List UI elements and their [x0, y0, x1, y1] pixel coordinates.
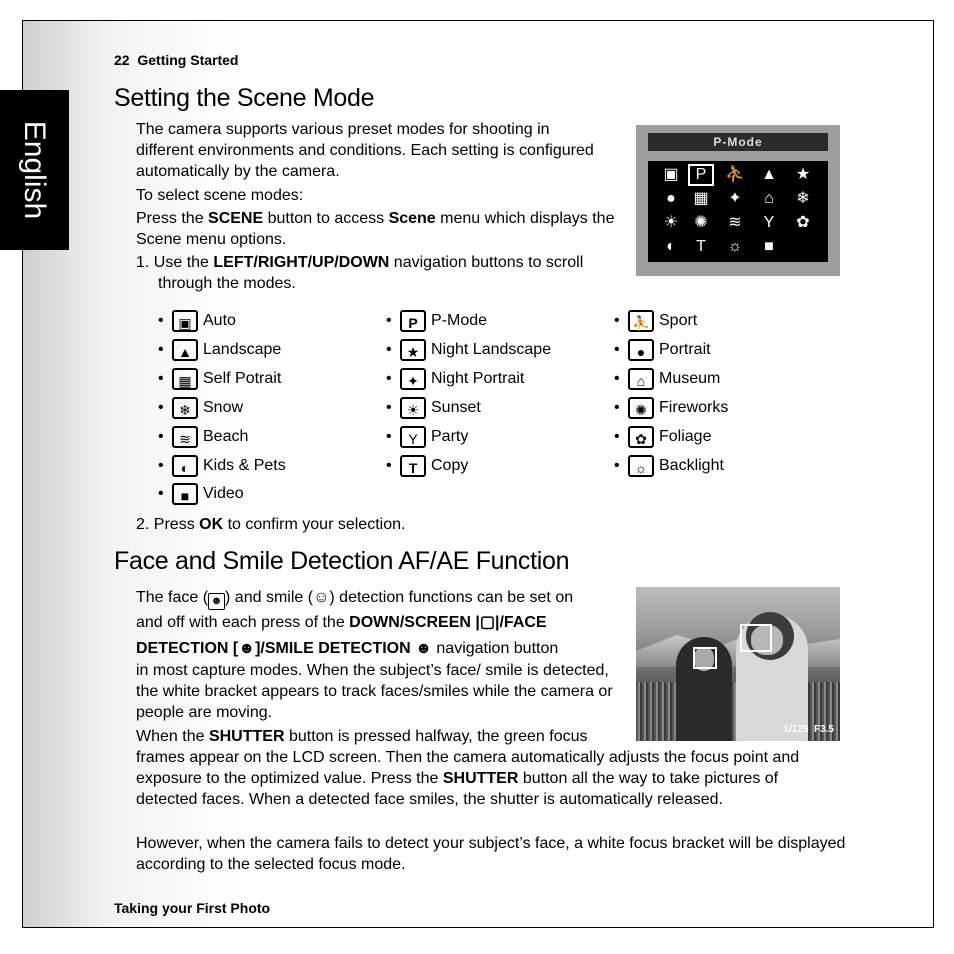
night-landscape-icon: ★: [795, 166, 811, 183]
mode-item-auto: • ▣ Auto: [158, 309, 236, 333]
self-portrait-icon: ▦: [693, 190, 709, 207]
museum-icon: ⌂: [628, 368, 654, 390]
party-icon: Y: [763, 214, 775, 231]
mode-item-copy: • T Copy: [386, 454, 468, 478]
mode-item-kids-pets: • ◐ Kids & Pets: [158, 454, 286, 478]
language-tab: [0, 90, 69, 250]
p-mode-icon: P: [400, 310, 426, 332]
mode-item-landscape: • ▲ Landscape: [158, 338, 281, 362]
face-smile-line-1: The face ( ☻ ) and smile (☺) detection functions can be set on: [136, 587, 631, 610]
sport-icon: ⛹: [628, 310, 654, 332]
scene-menu-title: P-Mode: [648, 133, 828, 151]
intro-paragraph: The camera supports various preset modes for shooting in different environments and conditions. Each setting is configured automatically by the camera.: [136, 121, 594, 180]
select-line: To select scene modes:: [136, 187, 304, 204]
night-landscape-icon: ★: [400, 339, 426, 361]
press-scene-paragraph: Press the SCENE button to access Scene menu which displays the Scene menu options.: [136, 210, 615, 248]
mode-item-museum: • ⌂ Museum: [614, 367, 720, 391]
mode-item-party: • Y Party: [386, 425, 468, 449]
mode-item-self-portrait: • ▦ Self Potrait: [158, 367, 281, 391]
mode-item-sunset: • ☀ Sunset: [386, 396, 481, 420]
foliage-icon: ✿: [796, 214, 810, 231]
beach-icon: ≋: [172, 426, 198, 448]
mode-item-backlight: • ☼ Backlight: [614, 454, 724, 478]
smile-detection-icon: ☻: [415, 640, 432, 657]
landscape-icon: ▲: [172, 339, 198, 361]
mode-item-sport: • ⛹ Sport: [614, 309, 697, 333]
face-detection-photo: [636, 587, 840, 741]
landscape-icon: ▲: [761, 166, 777, 183]
exposure-readout: 1/125 F3.5: [783, 724, 834, 735]
snow-icon: ❄: [172, 397, 198, 419]
p-mode-icon: P: [688, 164, 714, 186]
sunset-icon: ☀: [663, 214, 679, 231]
sunset-icon: ☀: [400, 397, 426, 419]
page-footer: Taking your First Photo: [114, 900, 271, 916]
section-name: Getting Started: [137, 52, 239, 68]
copy-icon: T: [400, 455, 426, 477]
mode-item-fireworks: • ✺ Fireworks: [614, 396, 728, 420]
step-1: 1. Use the LEFT/RIGHT/UP/DOWN navigation buttons to scroll through the modes.: [136, 254, 584, 292]
section-title-face-smile: Face and Smile Detection AF/AE Function: [114, 547, 570, 575]
video-icon: ■: [172, 483, 198, 505]
portrait-icon: ●: [666, 190, 676, 207]
fireworks-icon: ✺: [694, 214, 708, 231]
face-detection-icon: [☻]: [232, 640, 261, 657]
language-tab-label: English: [18, 120, 51, 220]
shutter-line: When the SHUTTER button is pressed halfway, the green focus: [136, 728, 588, 745]
mode-item-portrait: • ● Portrait: [614, 338, 711, 362]
screen-icon: |▢|: [475, 614, 500, 631]
backlight-icon: ☼: [628, 455, 654, 477]
museum-icon: ⌂: [764, 190, 774, 207]
shutter-paragraph: frames appear on the LCD screen. Then the camera automatically adjusts the focus point and exposure to the optimized value. Press the SHUTTER button all the way to take pictures of detected faces. When a detected face smiles, the shutter is automatically released.: [136, 749, 800, 808]
kids-pets-icon: ◐: [172, 455, 198, 477]
copy-icon: T: [696, 238, 706, 255]
night-portrait-icon: ✦: [400, 368, 426, 390]
mode-item-night-landscape: • ★ Night Landscape: [386, 338, 551, 362]
page-number: 22: [114, 52, 130, 68]
portrait-icon: ●: [628, 339, 654, 361]
fireworks-icon: ✺: [628, 397, 654, 419]
page-header: [114, 52, 238, 68]
sport-icon: ⛹: [725, 166, 745, 183]
mode-item-p-mode: • P P-Mode: [386, 309, 487, 333]
mode-item-foliage: • ✿ Foliage: [614, 425, 711, 449]
section-title-scene-mode: Setting the Scene Mode: [114, 84, 375, 112]
video-icon: ■: [764, 238, 774, 255]
kids-pets-icon: ◐: [666, 238, 676, 255]
mode-item-snow: • ❄ Snow: [158, 396, 243, 420]
camera-icon: ▣: [663, 166, 679, 183]
focus-bracket-right: [740, 624, 772, 652]
face-smile-line-2: and off with each press of the DOWN/SCREEN |▢|/FACE: [136, 614, 547, 631]
fail-paragraph: However, when the camera fails to detect your subject’s face, a white focus bracket will be displayed according to the selected focus mode.: [136, 835, 846, 873]
snow-icon: ❄: [796, 190, 810, 207]
backlight-icon: ☼: [727, 238, 743, 255]
mode-item-video: • ■ Video: [158, 482, 244, 506]
mode-item-night-portrait: • ✦ Night Portrait: [386, 367, 524, 391]
step-2: 2. Press OK to confirm your selection.: [136, 516, 406, 533]
beach-icon: ≋: [728, 214, 742, 231]
focus-bracket-left: [693, 647, 717, 669]
face-smile-paragraph: in most capture modes. When the subject’s face/ smile is detected, the white bracket appears to track faces/smiles while the camera or people are moving.: [136, 662, 613, 721]
foliage-icon: ✿: [628, 426, 654, 448]
scene-menu-grid: [648, 161, 828, 262]
self-portrait-icon: ▦: [172, 368, 198, 390]
scene-menu-screenshot: [636, 125, 840, 276]
face-smile-line-3: DETECTION [☻]/SMILE DETECTION ☻ navigation button: [136, 640, 559, 657]
mode-item-beach: • ≋ Beach: [158, 425, 248, 449]
party-icon: Y: [400, 426, 426, 448]
face-icon: ☻: [208, 593, 225, 610]
camera-icon: ▣: [172, 310, 198, 332]
smile-icon: ☺: [313, 589, 330, 606]
night-portrait-icon: ✦: [728, 190, 742, 207]
